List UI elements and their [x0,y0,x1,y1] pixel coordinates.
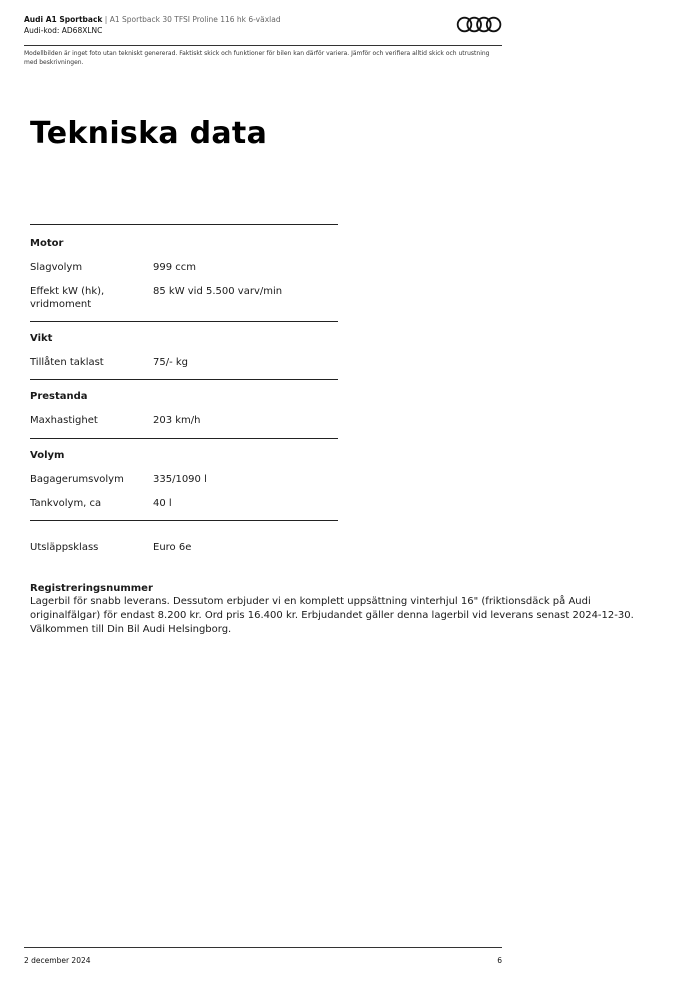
page-number: 6 [497,956,502,965]
footer-divider [24,947,502,948]
audi-rings-logo-icon [456,16,502,33]
spec-label: Bagagerumsvolym [30,474,124,485]
spec-label: Maxhastighet [30,415,98,426]
header-separator: | [104,15,108,24]
spec-row-power [30,285,338,311]
model-variant: A1 Sportback 30 TFSI Proline 116 hk 6-växlad [109,15,281,24]
spec-row-roof-load [30,356,338,369]
spec-value: Euro 6e [153,542,192,553]
spec-label: Tillåten taklast [30,357,104,368]
specs-table [30,224,338,554]
spec-value: 203 km/h [153,415,201,426]
page-title: Tekniska data [30,116,268,151]
section-title-motor: Motor [30,238,64,249]
spec-label: Tankvolym, ca [30,498,102,509]
audi-code: Audi-kod: AD68XLNC [24,26,103,35]
spec-row-emission-class [30,541,338,554]
spec-row-luggage [30,473,338,486]
spec-label: Utsläppsklass [30,542,99,553]
spec-value: 40 l [153,498,172,509]
section-title-performance: Prestanda [30,391,88,402]
spec-value: 335/1090 l [153,474,207,485]
spec-label: Slagvolym [30,262,83,273]
registration-section [30,582,650,637]
spec-value: 75/- kg [153,357,189,368]
disclaimer-text: Modellbilden är inget foto utan tekniskt genererad. Faktiskt skick och funktioner för bilen kan därför variera. Jämför och verifiera alltid skick och utrustning med beskrivningen. [24,50,490,66]
spec-value: 85 kW vid 5.500 varv/min [153,286,283,297]
model-name: Audi A1 Sportback [24,15,103,24]
document-header [24,15,502,36]
spec-row-displacement [30,261,338,274]
header-model-line [24,15,502,25]
registration-text: Lagerbil för snabb leverans. Dessutom erbjuder vi en komplett uppsättning vinterhjul 16" (friktionsdäck på Audi originalfälgar) för endast 8.200 kr. Ord pris 16.400 kr. Erbjudandet gäller denna lagerbil vid leverans senast 2024-12-30. Välkommen till Din Bil Audi Helsingborg. [30,596,634,635]
section-title-volume: Volym [30,450,65,461]
registration-title: Registreringsnummer [30,583,153,594]
header-divider [24,45,502,46]
spec-row-top-speed [30,414,338,427]
spec-value: 999 ccm [153,262,197,273]
spec-label: Effekt kW (hk), vridmoment [30,286,105,310]
spec-row-tank [30,497,338,510]
section-title-weight: Vikt [30,333,53,344]
footer-date: 2 december 2024 [24,956,91,965]
